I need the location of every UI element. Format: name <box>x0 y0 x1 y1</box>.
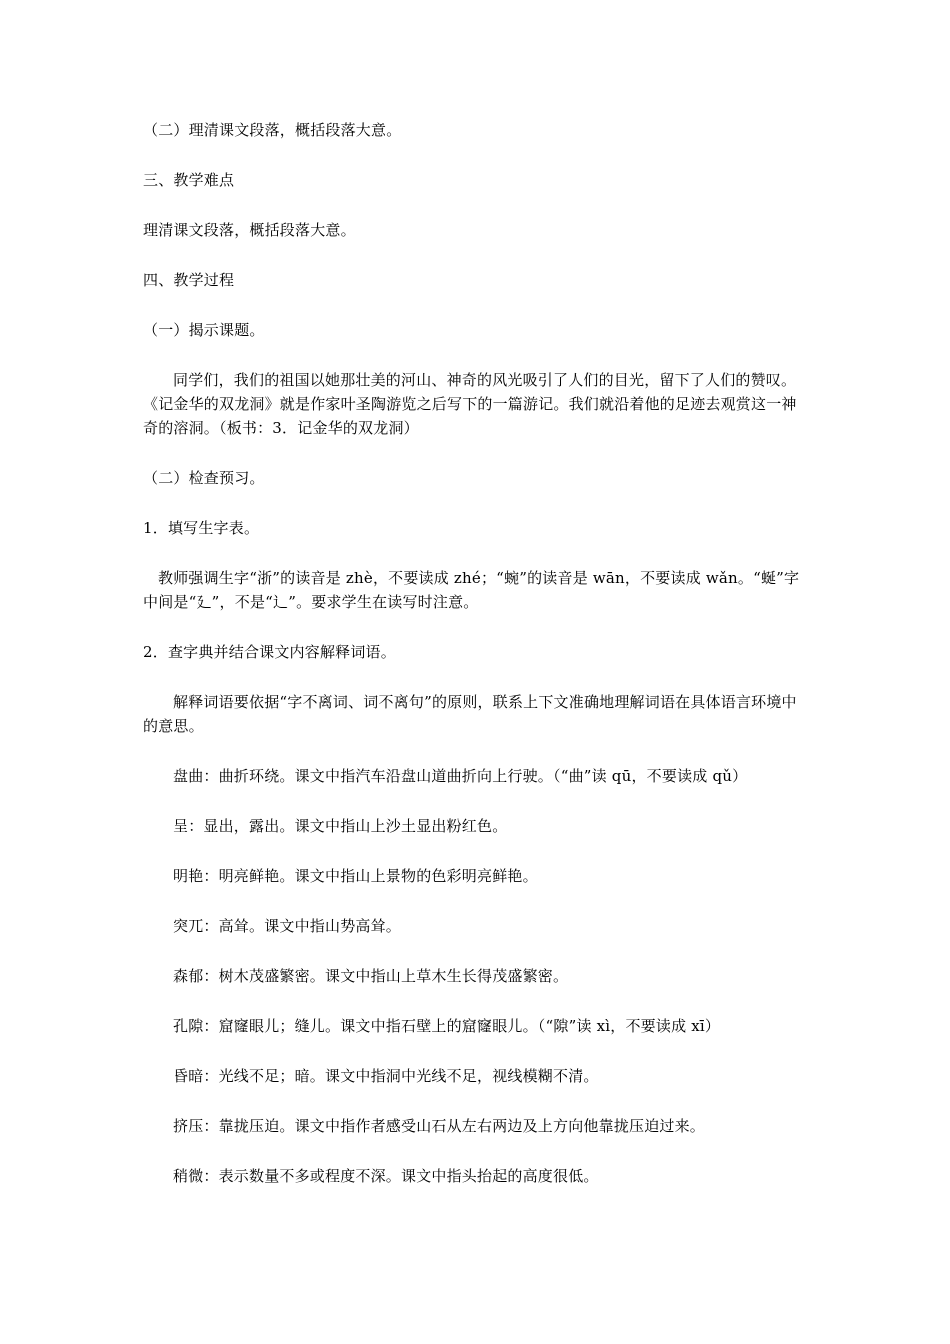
definition-item: 突兀：高耸。课文中指山势高耸。 <box>173 917 402 935</box>
heading-difficulty: 三、教学难点 <box>143 171 235 189</box>
definition-item: 盘曲：曲折环绕。课文中指汽车沿盘山道曲折向上行驶。（“曲”读 qū，不要读成 qǔ） <box>173 767 748 785</box>
pronunciation-note: 教师强调生字“浙”的读音是 zhè，不要读成 zhé；“蜿”的读音是 wān，不要读成 wǎn。“蜒”字中间是“廴”，不是“辶”。要求学生在读写时注意。 <box>143 569 800 611</box>
intro-paragraph: 同学们，我们的祖国以她那壮美的河山、神奇的风光吸引了人们的目光，留下了人们的赞叹。《记金华的双龙洞》就是作家叶圣陶游览之后写下的一篇游记。我们就沿着他的足迹去观赏这一神奇的溶洞。（板书：3．记金华的双龙洞） <box>143 371 797 437</box>
definition-item: 稍微：表示数量不多或程度不深。课文中指头抬起的高度很低。 <box>173 1167 599 1185</box>
definition-item: 挤压：靠拢压迫。课文中指作者感受山石从左右两边及上方向他靠拢压迫过来。 <box>173 1117 706 1135</box>
task-dictionary: 2．查字典并结合课文内容解释词语。 <box>143 643 396 661</box>
objective-two: （二）理清课文段落，概括段落大意。 <box>143 121 402 139</box>
definition-item: 明艳：明亮鲜艳。课文中指山上景物的色彩明亮鲜艳。 <box>173 867 538 885</box>
step-reveal-topic: （一）揭示课题。 <box>143 321 265 339</box>
task-fill-table: 1．填写生字表。 <box>143 519 260 537</box>
definition-item: 呈：显出，露出。课文中指山上沙土显出粉红色。 <box>173 817 508 835</box>
definition-item: 森郁：树木茂盛繁密。课文中指山上草木生长得茂盛繁密。 <box>173 967 569 985</box>
document-page <box>143 118 811 1214</box>
step-check-preview: （二）检查预习。 <box>143 469 265 487</box>
difficulty-text: 理清课文段落，概括段落大意。 <box>143 221 356 239</box>
definition-item: 孔隙：窟窿眼儿；缝儿。课文中指石壁上的窟窿眼儿。（“隙”读 xì，不要读成 xī） <box>173 1017 721 1035</box>
heading-process: 四、教学过程 <box>143 271 235 289</box>
definition-item: 昏暗：光线不足；暗。课文中指洞中光线不足，视线模糊不清。 <box>173 1067 599 1085</box>
word-explanation-principle: 解释词语要依据“字不离词、词不离句”的原则，联系上下文准确地理解词语在具体语言环境中的意思。 <box>143 693 797 735</box>
